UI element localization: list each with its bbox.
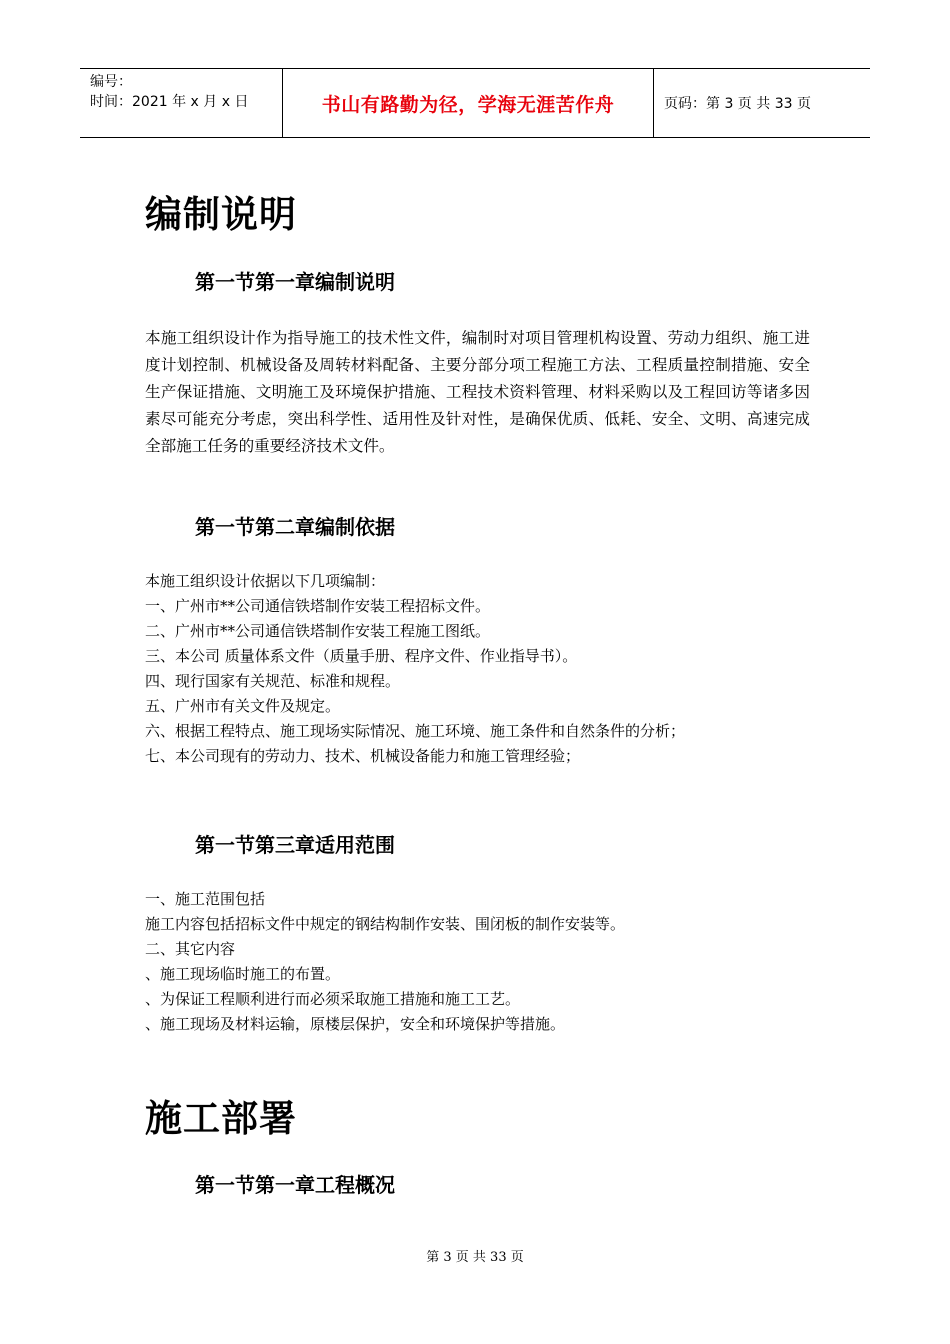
subheading-notes: 第一节第一章编制说明 <box>195 270 395 294</box>
list-item: 、为保证工程顺利进行而必须采取施工措施和施工工艺。 <box>145 990 521 1008</box>
subheading-scope: 第一节第三章适用范围 <box>195 833 395 857</box>
list-item: 二、广州市**公司通信铁塔制作安装工程施工图纸。 <box>145 622 491 640</box>
list-item: 、施工现场临时施工的布置。 <box>145 965 341 983</box>
list-item: 一、施工范围包括 <box>145 890 266 908</box>
page-footer: 第 3 页 共 33 页 <box>426 1250 524 1265</box>
list-item: 三、本公司 质量体系文件（质量手册、程序文件、作业指导书）。 <box>145 647 578 665</box>
header-page-cell <box>654 69 870 137</box>
list-item: 、施工现场及材料运输，原楼层保护，安全和环境保护等措施。 <box>145 1015 566 1033</box>
header-motto-cell <box>283 69 654 137</box>
header-number-label: 编号： <box>90 74 132 90</box>
header-motto: 书山有路勤为径，学海无涯苦作舟 <box>321 93 615 116</box>
list-item: 二、其它内容 <box>145 940 236 958</box>
subheading-overview: 第一节第一章工程概况 <box>195 1173 395 1197</box>
list-item: 本施工组织设计依据以下几项编制： <box>145 572 386 590</box>
heading-deployment: 施工部署 <box>145 1097 297 1140</box>
subheading-basis: 第一节第二章编制依据 <box>195 515 395 539</box>
list-item: 施工内容包括招标文件中规定的钢结构制作安装、围闭板的制作安装等。 <box>145 915 626 933</box>
header-meta <box>80 69 283 137</box>
list-item: 一、广州市**公司通信铁塔制作安装工程招标文件。 <box>145 597 491 615</box>
paragraph-notes: 本施工组织设计作为指导施工的技术性文件，编制时对项目管理机构设置、劳动力组织、施工进度计划控制、机械设备及周转材料配备、主要分部分项工程施工方法、工程质量控制措施、安全生产保证措施、文明施工及环境保护措施、工程技术资料管理、材料采购以及工程回访等诸多因素尽可能充分考虑，突出科学性、适用性及针对性，是确保优质、低耗、安全、文明、高速完成全部施工任务的重要经济技术文件。 <box>145 329 810 455</box>
heading-compilation-notes: 编制说明 <box>145 193 297 236</box>
list-item: 五、广州市有关文件及规定。 <box>145 697 341 715</box>
header-time-label: 时间：2021 年 x 月 x 日 <box>90 94 249 110</box>
list-item: 七、本公司现有的劳动力、技术、机械设备能力和施工管理经验； <box>145 747 581 765</box>
page-header <box>80 68 870 138</box>
list-item: 四、现行国家有关规范、标准和规程。 <box>145 672 401 690</box>
header-page-info: 页码：第 3 页 共 33 页 <box>664 96 811 112</box>
list-item: 六、根据工程特点、施工现场实际情况、施工环境、施工条件和自然条件的分析； <box>145 722 686 740</box>
